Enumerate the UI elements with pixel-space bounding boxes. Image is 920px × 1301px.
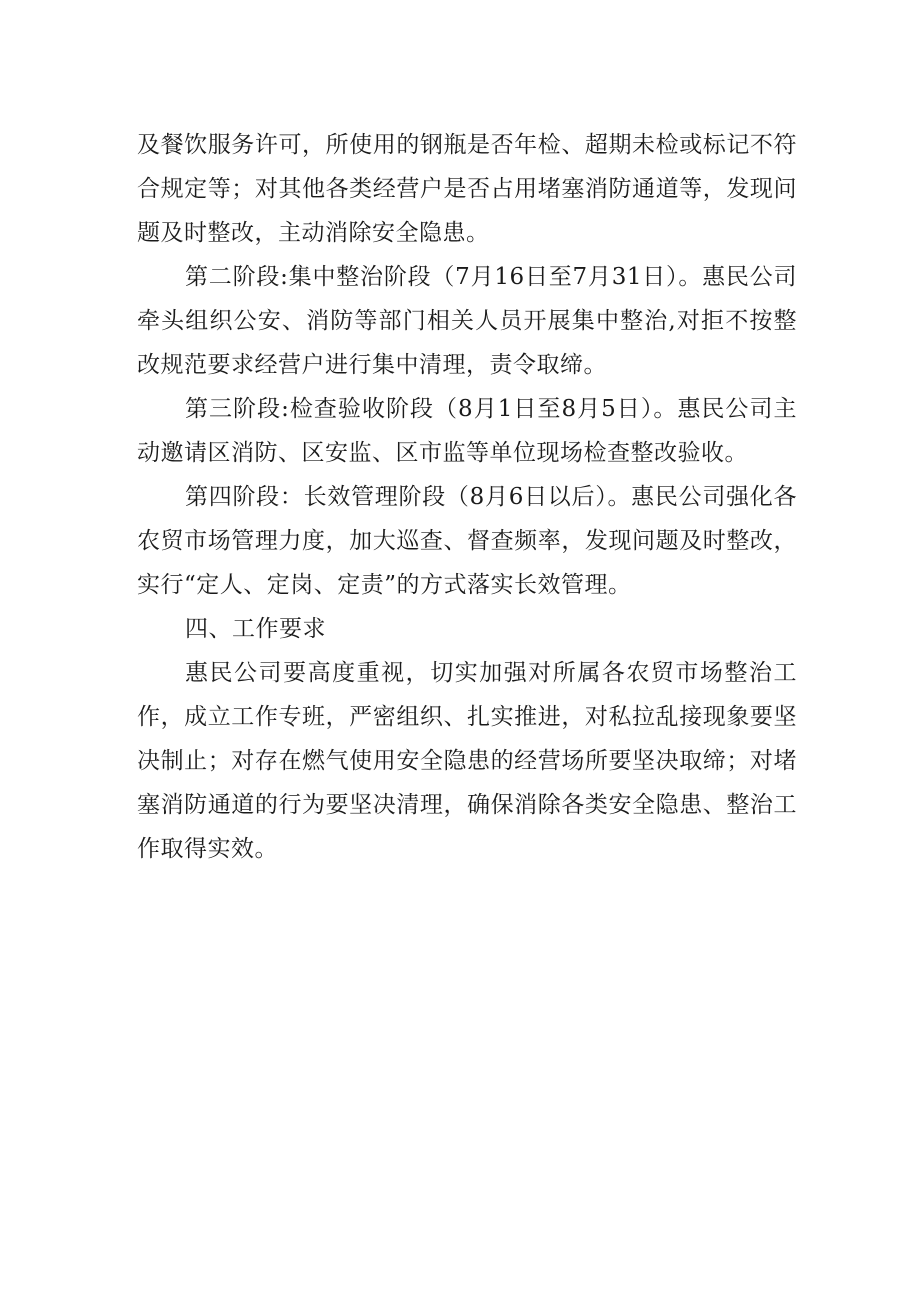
section-heading-work-requirements: 四、工作要求 <box>185 616 326 642</box>
paragraph-inspection-items: 及餐饮服务许可，所使用的钢瓶是否年检、超期未检或标记不符合规定等；对其他各类经营户是否占用堵塞消防通道等，发现问题及时整改，主动消除安全隐患。 <box>137 132 797 246</box>
paragraph-phase-two: 第二阶段:集中整治阶段（7月16日至7月31日）。惠民公司牵头组织公安、消防等部门相关人员开展集中整治,对拒不按整改规范要求经营户进行集中清理，责令取缔。 <box>137 264 797 378</box>
paragraph-work-requirements: 惠民公司要高度重视，切实加强对所属各农贸市场整治工作，成立工作专班，严密组织、扎实推进，对私拉乱接现象要坚决制止；对存在燃气使用安全隐患的经营场所要坚决取缔；对堵塞消防通道的行为要坚决清理，确保消除各类安全隐患、整治工作取得实效。 <box>137 660 797 862</box>
paragraph-phase-three: 第三阶段:检查验收阶段（8月1日至8月5日）。惠民公司主动邀请区消防、区安监、区市监等单位现场检查整改验收。 <box>137 396 797 466</box>
document-body <box>137 123 797 871</box>
paragraph-phase-four: 第四阶段：长效管理阶段（8月6日以后）。惠民公司强化各农贸市场管理力度，加大巡查、督查频率，发现问题及时整改，实行“定人、定岗、定责”的方式落实长效管理。 <box>137 484 797 598</box>
